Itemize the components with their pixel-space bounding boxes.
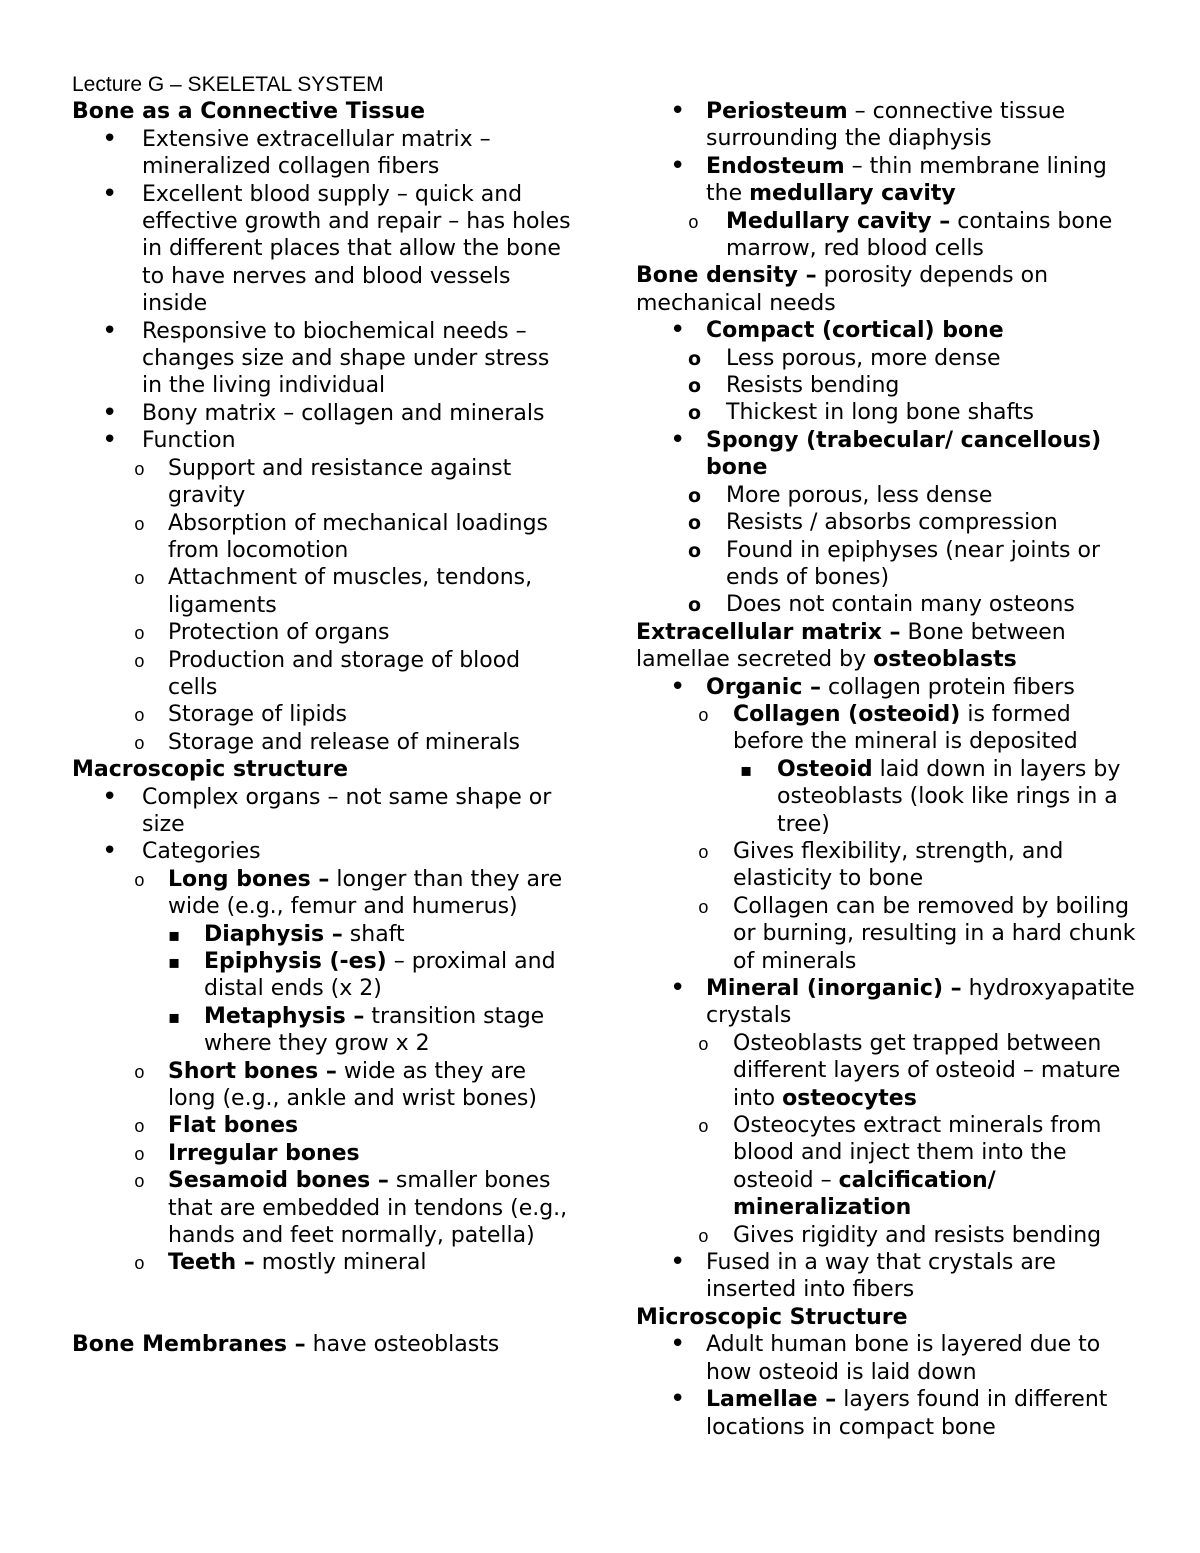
circle-bullet-icon: [698, 701, 709, 731]
circle-bullet-icon: [134, 1140, 145, 1170]
circle-bullet-icon: [134, 866, 145, 896]
circle-bullet-icon: [698, 893, 709, 923]
list-item: o Less porous, more dense: [636, 345, 1146, 372]
list-item: • Responsive to biochemical needs – changes size and shape under stress in the living individual: [72, 318, 572, 400]
list-item: o Storage of lipids: [72, 701, 572, 728]
list-item: • Adult human bone is layered due to how osteoid is laid down: [636, 1331, 1146, 1386]
list-item: o Thickest in long bone shafts: [636, 399, 1146, 426]
list-item: • Lamellae – layers found in different locations in compact bone: [636, 1386, 1146, 1441]
circle-bullet-icon: [134, 510, 145, 540]
heading-microscopic-structure: Microscopic Structure: [636, 1304, 908, 1330]
list-item: • Organic – collagen protein fibers: [636, 674, 1146, 701]
bullet-icon: [670, 153, 685, 181]
square-bullet-icon: [168, 1003, 180, 1031]
list-item: • Function: [72, 427, 572, 454]
circle-bullet-icon: [134, 455, 145, 485]
bullet-icon: [102, 784, 117, 812]
square-bullet-icon: [168, 948, 180, 976]
list-item: o Storage and release of minerals: [72, 729, 572, 756]
list-item: • Bony matrix – collagen and minerals: [72, 400, 572, 427]
heading-bone-membranes: Bone Membranes – have osteoblasts: [72, 1331, 500, 1357]
right-column: [636, 98, 1146, 1441]
circle-bullet-icon: [134, 729, 145, 759]
list-item: o Flat bones: [72, 1112, 572, 1139]
circle-bullet-icon: [688, 345, 701, 373]
circle-bullet-icon: [134, 1167, 145, 1197]
circle-bullet-icon: [134, 701, 145, 731]
list-item: o Does not contain many osteons: [636, 591, 1146, 618]
circle-bullet-icon: [688, 591, 701, 619]
list-item: o Support and resistance against gravity: [72, 455, 572, 510]
circle-bullet-icon: [134, 619, 145, 649]
list-item: o Teeth – mostly mineral: [72, 1249, 572, 1276]
list-item: ▪ Epiphysis (-es) – proximal and distal ends (x 2): [72, 948, 572, 1003]
circle-bullet-icon: [688, 208, 699, 238]
circle-bullet-icon: [698, 838, 709, 868]
list-item: • Complex organs – not same shape or size: [72, 784, 572, 839]
list-item: o Found in epiphyses (near joints or ends of bones): [636, 537, 1146, 592]
square-bullet-icon: [168, 921, 180, 949]
left-column: [72, 71, 572, 1358]
circle-bullet-icon: [134, 647, 145, 677]
circle-bullet-icon: [688, 537, 701, 565]
list-item: o Short bones – wide as they are long (e.g., ankle and wrist bones): [72, 1058, 572, 1113]
bullet-icon: [670, 317, 685, 345]
circle-bullet-icon: [698, 1030, 709, 1060]
list-item: o Collagen can be removed by boiling or burning, resulting in a hard chunk of minerals: [636, 893, 1146, 975]
bullet-icon: [670, 1331, 685, 1359]
heading-extracellular-matrix: Extracellular matrix – Bone between lamellae secreted by osteoblasts: [636, 619, 1066, 673]
list-item: o Protection of organs: [72, 619, 572, 646]
list-item: o Sesamoid bones – smaller bones that are embedded in tendons (e.g., hands and feet normally, patella): [72, 1167, 572, 1249]
circle-bullet-icon: [688, 399, 701, 427]
heading-macroscopic-structure: Macroscopic structure: [72, 757, 349, 783]
list-item: o More porous, less dense: [636, 482, 1146, 509]
list-item: ▪ Metaphysis – transition stage where they grow x 2: [72, 1003, 572, 1058]
list-item: • Endosteum – thin membrane lining the medullary cavity: [636, 153, 1146, 208]
circle-bullet-icon: [134, 1112, 145, 1142]
blank-space: [72, 1277, 572, 1331]
list-item: o Gives flexibility, strength, and elasticity to bone: [636, 838, 1146, 893]
bullet-icon: [102, 427, 117, 455]
bullet-icon: [102, 181, 117, 209]
bullet-icon: [102, 838, 117, 866]
circle-bullet-icon: [688, 372, 701, 400]
list-item: ▪ Diaphysis – shaft: [72, 921, 572, 948]
bullet-icon: [670, 975, 685, 1003]
circle-bullet-icon: [688, 509, 701, 537]
list-item: ▪ Osteoid laid down in layers by osteoblasts (look like rings in a tree): [636, 756, 1146, 838]
circle-bullet-icon: [698, 1222, 709, 1252]
bullet-icon: [102, 126, 117, 154]
list-item: • Excellent blood supply – quick and effective growth and repair – has holes in different places that allow the bone to have nerves and blood vessels inside: [72, 181, 572, 318]
list-item: o Medullary cavity – contains bone marrow, red blood cells: [636, 208, 1146, 263]
bullet-icon: [102, 400, 117, 428]
circle-bullet-icon: [134, 1249, 145, 1279]
bullet-icon: [670, 98, 685, 126]
bullet-icon: [670, 1249, 685, 1277]
circle-bullet-icon: [134, 564, 145, 594]
list-item: o Irregular bones: [72, 1140, 572, 1167]
circle-bullet-icon: [134, 1058, 145, 1088]
lecture-title: Lecture G – SKELETAL SYSTEM: [72, 73, 384, 96]
bullet-icon: [102, 318, 117, 346]
list-item: o Absorption of mechanical loadings from locomotion: [72, 510, 572, 565]
circle-bullet-icon: [698, 1112, 709, 1142]
list-item: o Resists / absorbs compression: [636, 509, 1146, 536]
list-item: • Extensive extracellular matrix – mineralized collagen fibers: [72, 126, 572, 181]
circle-bullet-icon: [688, 482, 701, 510]
bullet-icon: [670, 1386, 685, 1414]
list-item: o Production and storage of blood cells: [72, 647, 572, 702]
square-bullet-icon: [740, 756, 752, 784]
heading-connective-tissue: Bone as a Connective Tissue: [72, 99, 426, 125]
list-item: • Compact (cortical) bone: [636, 317, 1146, 344]
heading-bone-density: Bone density – porosity depends on mechanical needs: [636, 263, 1049, 316]
list-item: • Periosteum – connective tissue surrounding the diaphysis: [636, 98, 1146, 153]
list-item: o Gives rigidity and resists bending: [636, 1222, 1146, 1249]
list-item: o Osteoblasts get trapped between different layers of osteoid – mature into osteocytes: [636, 1030, 1146, 1112]
list-item: o Resists bending: [636, 372, 1146, 399]
list-item: o Attachment of muscles, tendons, ligaments: [72, 564, 572, 619]
bullet-icon: [670, 427, 685, 455]
list-item: • Fused in a way that crystals are inserted into fibers: [636, 1249, 1146, 1304]
bullet-icon: [670, 674, 685, 702]
list-item: • Categories: [72, 838, 572, 865]
list-item: o Osteocytes extract minerals from blood and inject them into the osteoid – calcification/ mineralization: [636, 1112, 1146, 1222]
list-item: o Collagen (osteoid) is formed before the mineral is deposited: [636, 701, 1146, 756]
list-item: • Spongy (trabecular/ cancellous) bone: [636, 427, 1146, 482]
list-item: o Long bones – longer than they are wide (e.g., femur and humerus): [72, 866, 572, 921]
list-item: • Mineral (inorganic) – hydroxyapatite crystals: [636, 975, 1146, 1030]
